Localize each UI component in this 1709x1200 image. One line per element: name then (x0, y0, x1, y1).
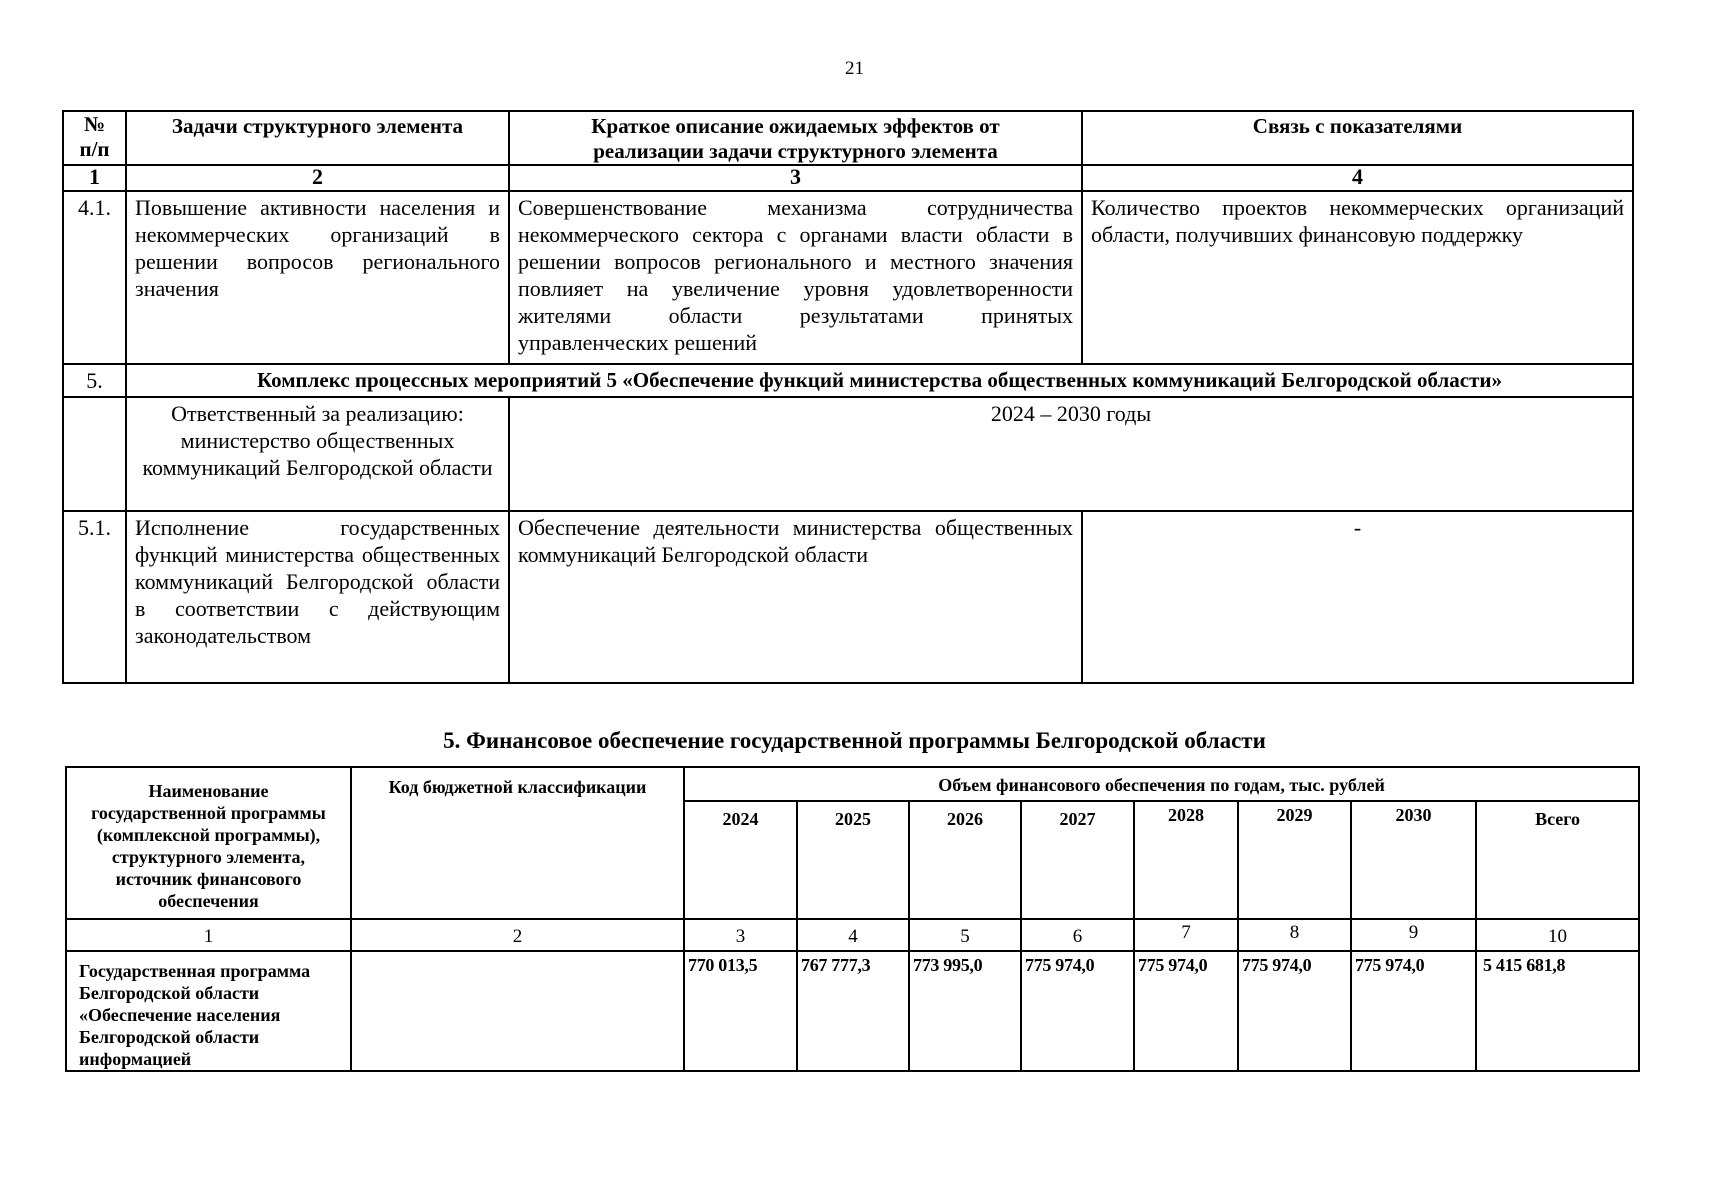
tasks-table (62, 110, 1634, 684)
tasks-header-row (63, 111, 1633, 165)
header-year: 2030 (1351, 801, 1476, 919)
responsible-row (63, 397, 1633, 511)
section-row (63, 364, 1633, 397)
tasks-column-numbers-row (63, 165, 1633, 191)
responsible-cell: Ответственный за реализацию: министерство общественных коммуникаций Белгородской области (126, 397, 509, 511)
header-tasks: Задачи структурного элемента (126, 111, 509, 165)
effect-cell: Совершенствование механизма сотрудничества некоммерческого сектора с органами власти области в решении вопросов регионального и местного значения повлияет на увеличение уровня удовлетворенности жителями области результатами принятых управленческих решений (509, 191, 1082, 364)
header-program-name: Наименование государственной программы (комплексной программы), структурного элемента, источник финансового обеспечения (66, 767, 351, 919)
table-row (66, 951, 1639, 1071)
value-cell: 775 974,0 (1134, 951, 1238, 1071)
header-num: № п/п (63, 111, 126, 165)
section-number: 5. (63, 364, 126, 397)
row-number: 5.1. (63, 511, 126, 683)
header-year: 2026 (909, 801, 1021, 919)
section-title: Комплекс процессных мероприятий 5 «Обеспечение функций министерства общественных коммуникаций Белгородской области» (126, 364, 1633, 397)
finance-table (65, 766, 1640, 1072)
header-volume: Объем финансового обеспечения по годам, тыс. рублей (684, 767, 1639, 801)
column-number: 3 (684, 919, 797, 951)
table-row (63, 511, 1633, 683)
column-number: 4 (797, 919, 909, 951)
total-value-cell: 5 415 681,8 (1476, 951, 1639, 1071)
header-year: 2024 (684, 801, 797, 919)
header-total: Всего (1476, 801, 1639, 919)
value-cell: 775 974,0 (1021, 951, 1134, 1071)
value-cell: 773 995,0 (909, 951, 1021, 1071)
table-row (63, 191, 1633, 364)
value-cell: 775 974,0 (1238, 951, 1351, 1071)
column-number: 1 (66, 919, 351, 951)
finance-header-row (66, 767, 1639, 801)
indicator-cell: Количество проектов некоммерческих организаций области, получивших финансовую поддержку (1082, 191, 1633, 364)
finance-column-numbers-row (66, 919, 1639, 951)
header-year: 2027 (1021, 801, 1134, 919)
column-number: 8 (1238, 919, 1351, 951)
period-cell: 2024 – 2030 годы (509, 397, 1633, 511)
column-number: 2 (351, 919, 684, 951)
finance-section-title: 5. Финансовое обеспечение государственной программы Белгородской области (443, 728, 1266, 753)
row-number: 4.1. (63, 191, 126, 364)
value-cell: 775 974,0 (1351, 951, 1476, 1071)
program-name-cell: Государственная программа Белгородской области «Обеспечение населения Белгородской области информацией (66, 951, 351, 1071)
value-cell: 770 013,5 (684, 951, 797, 1071)
header-effects: Краткое описание ожидаемых эффектов от реализации задачи структурного элемента (509, 111, 1082, 165)
value-cell: 767 777,3 (797, 951, 909, 1071)
empty-cell (63, 397, 126, 511)
header-year: 2029 (1238, 801, 1351, 919)
header-year: 2028 (1134, 801, 1238, 919)
column-number: 5 (909, 919, 1021, 951)
effect-cell: Обеспечение деятельности министерства общественных коммуникаций Белгородской области (509, 511, 1082, 683)
column-number: 4 (1082, 165, 1633, 191)
column-number: 6 (1021, 919, 1134, 951)
budget-code-cell (351, 951, 684, 1071)
task-cell: Исполнение государственных функций министерства общественных коммуникаций Белгородской области в соответствии с действующим законодательством (126, 511, 509, 683)
column-number: 7 (1134, 919, 1238, 951)
header-budget-code: Код бюджетной классификации (351, 767, 684, 919)
indicator-cell: - (1082, 511, 1633, 683)
column-number: 9 (1351, 919, 1476, 951)
page-number: 21 (845, 58, 864, 79)
column-number: 1 (63, 165, 126, 191)
column-number: 10 (1476, 919, 1639, 951)
header-year: 2025 (797, 801, 909, 919)
column-number: 3 (509, 165, 1082, 191)
header-indicators: Связь с показателями (1082, 111, 1633, 165)
task-cell: Повышение активности населения и некоммерческих организаций в решении вопросов регионального значения (126, 191, 509, 364)
column-number: 2 (126, 165, 509, 191)
